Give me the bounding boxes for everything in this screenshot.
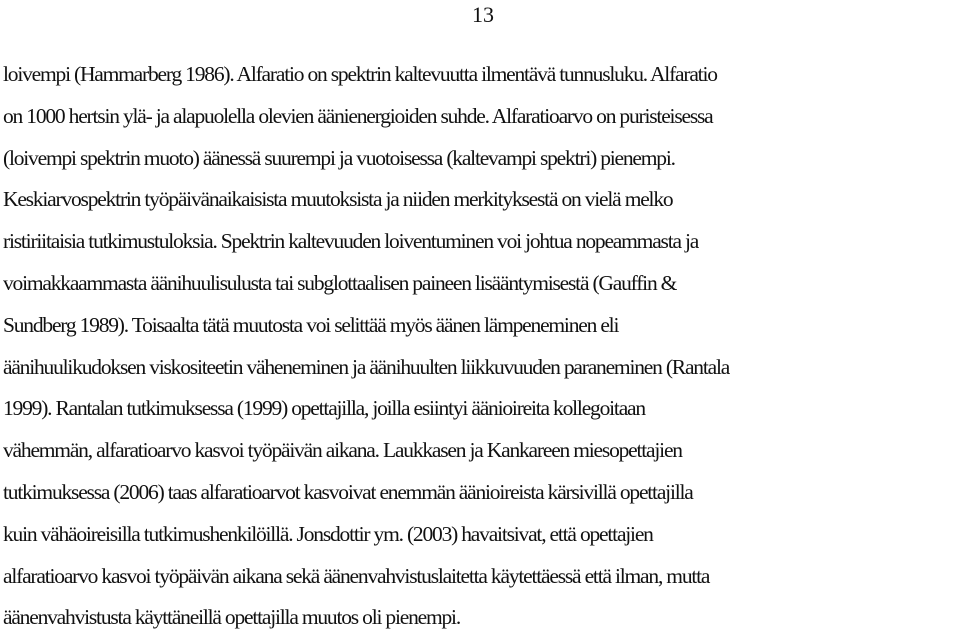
paragraph-line: vähemmän, alfaratioarvo kasvoi työpäivän aikana. Laukkasen ja Kankareen miesopettajien <box>3 438 682 463</box>
paragraph-line: tutkimuksessa (2006) taas alfaratioarvot kasvoivat enemmän äänioireista kärsivillä opettajilla <box>3 479 693 504</box>
paragraph-line: ristiriitaisia tutkimustuloksia. Spektrin kaltevuuden loiventuminen voi johtua nopeammasta ja <box>3 229 699 254</box>
paragraph-line: kuin vähäoireisilla tutkimushenkilöillä. Jonsdottir ym. (2003) havaitsivat, että opettajien <box>3 521 653 546</box>
paragraph-line: Keskiarvospektrin työpäivänaikaisista muutoksista ja niiden merkityksestä on vielä melko <box>3 187 673 212</box>
paragraph-line: 1999). Rantalan tutkimuksessa (1999) opettajilla, joilla esiintyi äänioireita kollegoitaan <box>3 396 645 421</box>
paragraph-line: loivempi (Hammarberg 1986). Alfaratio on spektrin kaltevuutta ilmentävä tunnusluku. Alfaratio <box>3 62 717 86</box>
paragraph-line: äänihuulikudoksen viskositeetin väheneminen ja äänihuulten liikkuvuuden paraneminen (Rantala <box>3 354 730 379</box>
paragraph-line: (loivempi spektrin muoto) äänessä suurempi ja vuotoisessa (kaltevampi spektri) pienempi. <box>3 145 675 170</box>
paragraph-line: on 1000 hertsin ylä- ja alapuolella olevien äänienergioiden suhde. Alfaratioarvo on puristeisessa <box>3 103 713 128</box>
page-number: 13 <box>472 2 494 27</box>
paragraph-line: voimakkaammasta äänihuulisulusta tai subglottaalisen paineen lisääntymisestä (Gauffin & <box>3 270 677 295</box>
paragraph-line: Sundberg 1989). Toisaalta tätä muutosta voi selittää myös äänen lämpeneminen eli <box>3 312 619 337</box>
paragraph-line: äänenvahvistusta käyttäneillä opettajilla muutos oli pienempi. <box>3 605 460 630</box>
body-paragraph <box>3 54 958 639</box>
paragraph-line: alfaratioarvo kasvoi työpäivän aikana sekä äänenvahvistuslaitetta käytettäessä että ilman, mutta <box>3 563 710 588</box>
